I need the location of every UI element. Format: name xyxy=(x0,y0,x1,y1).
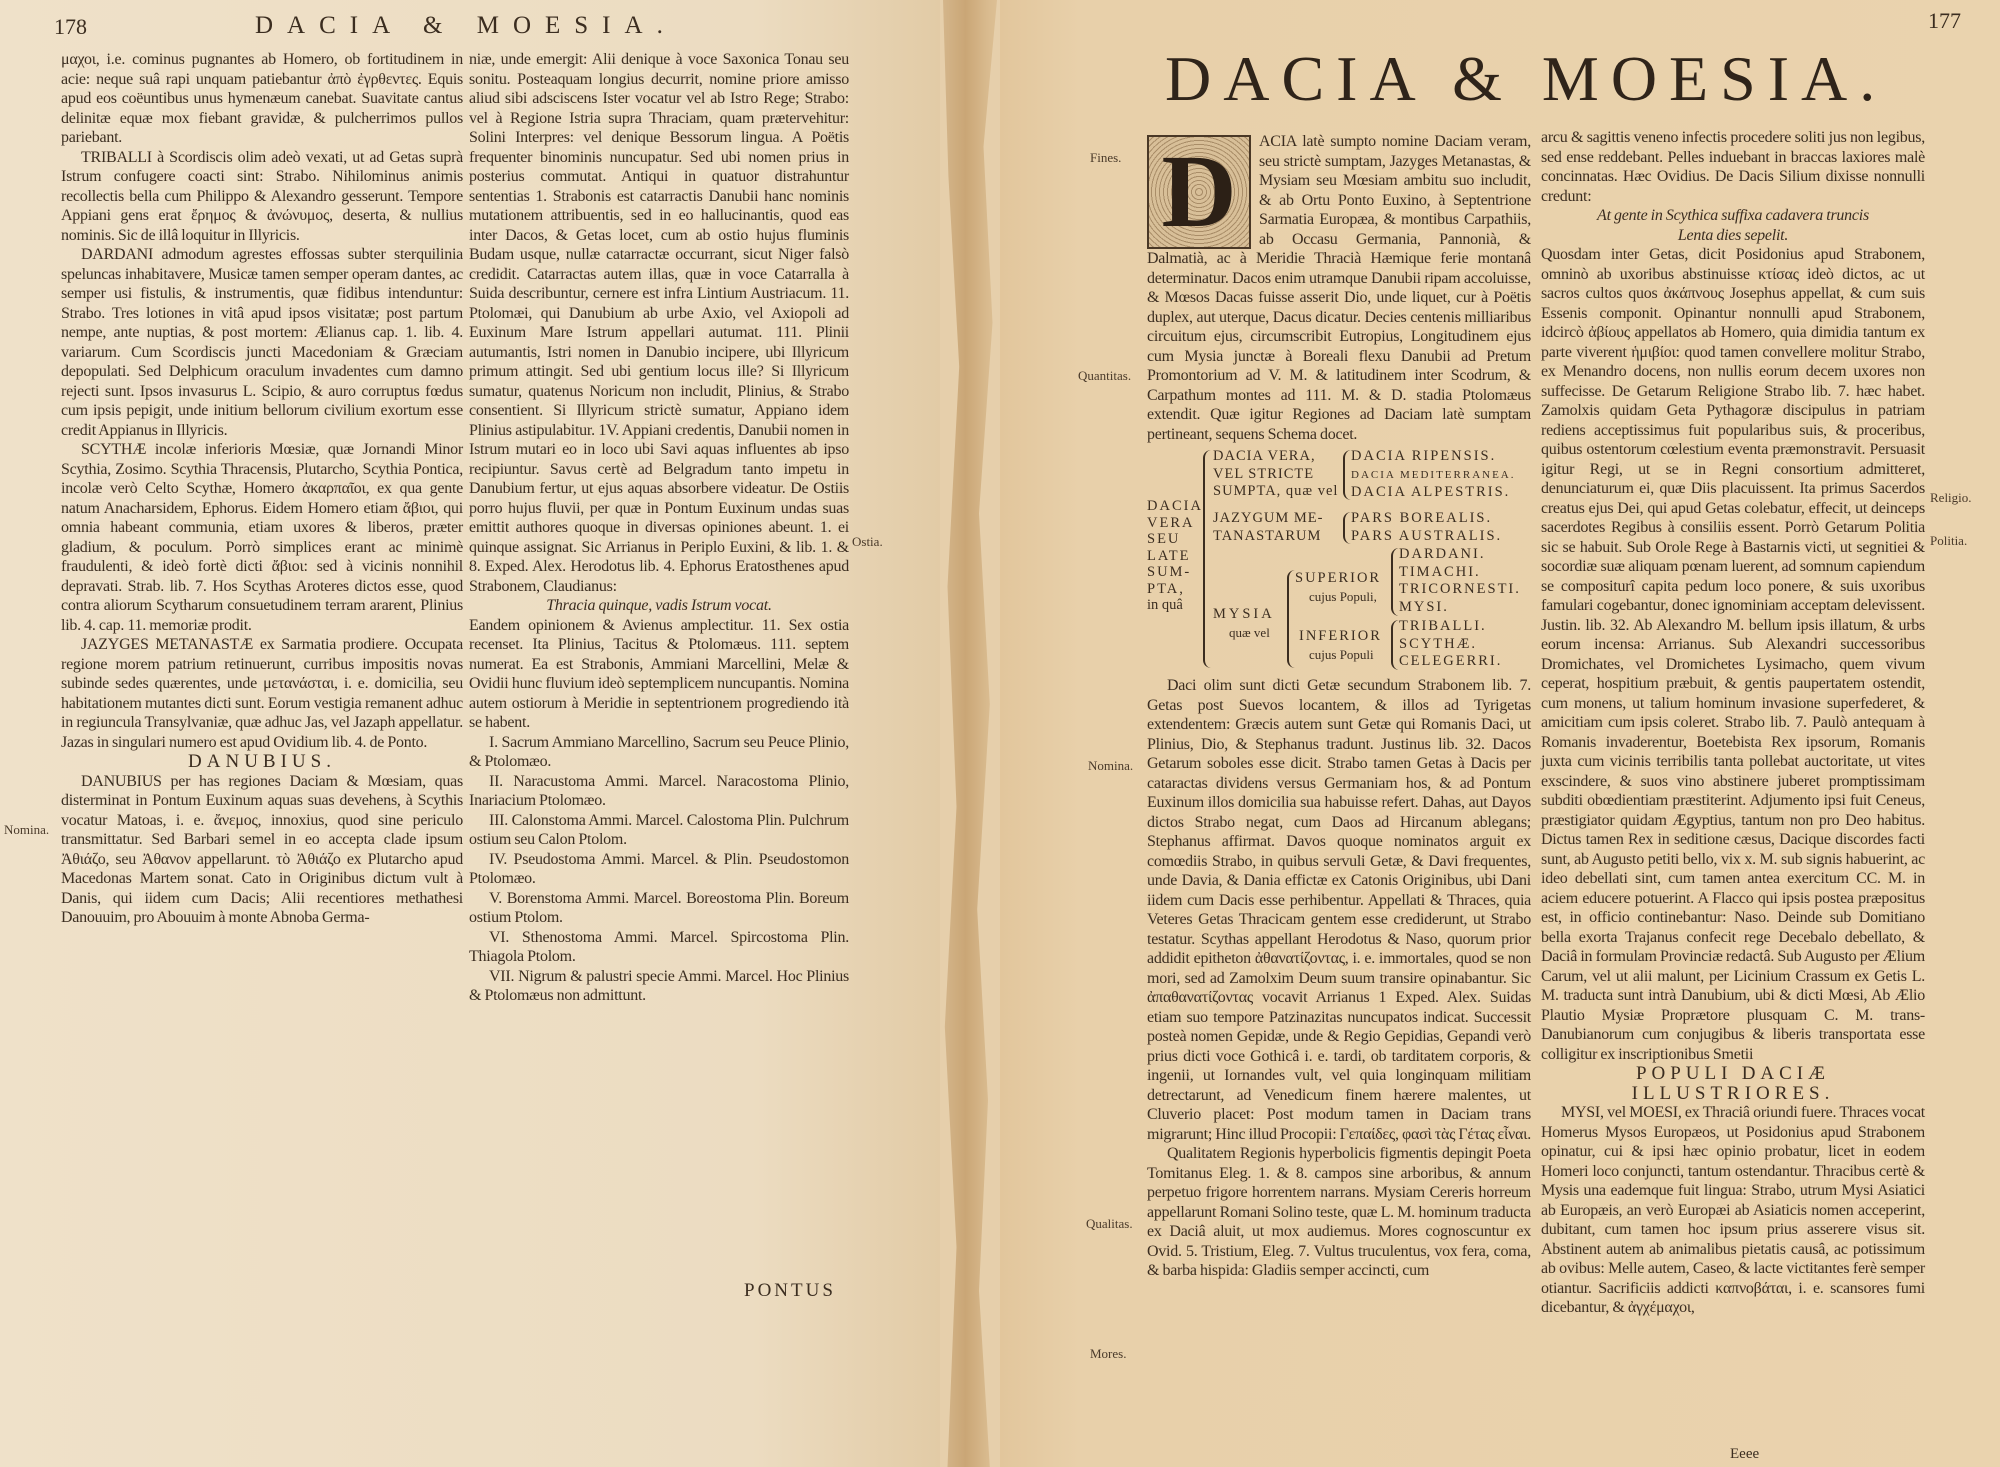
paragraph: niæ, unde emergit: Alii denique à voce Saxonica Tonau seu sonitu. Posteaquam longius decurrit, nomine priore amisso aliud sibi adsciscens Ister vocatur vel ab Istro Rege; Strabo: vel à Regione Istria supra Thraciam, quam prætervehitur: Solini Interpres: vel denique Bessorum lingua. A Poëtis frequenter binominis nuncupatur. Sed ubi nomen prius in posterius commutat. Antiqui in quatuor distrahuntur sententias 1. Strabonis est catarractis Danubii hanc nominis mutationem attribuentis, sed in eo hallucinantis, quod eas inter Dacos, & Getas locet, cum ab ostio hujus fluminis Budam usque, nullæ catarractæ occurrant, sicut Niger falsò credidit. Catarractas autem illas, quæ in voce Catarralla à Suida describuntur, cernere est infra Lintium Austriacum. 11. Ptolomæi, qui Danubium ab urbe Axio, vel Axiopoli ad Euxinum Mare Istrum appellari autumat. 111. Plinii autumantis, Istri nomen in Danubio incipere, ubi Illyricum primum attingit. Sed ubi gentium locus ille? Si Illyricum sumatur, quatenus Noricum non includit, Plinius, & Strabo consentient. Si Illyricum strictè sumatur, Appiano idem Plinius astipulabitur. 1V. Appiani credentis, Danubii nomen in Istrum mutari eo in loco ubi Savi aquas influentes ab ipso recipiuntur. Savus certè ad Belgradum tanto impetu in Danubium fertur, ut ejus aquas absorbere videatur. De Ostiis porro hujus fluvii, per quæ in Pontum Euxinum undas suas emittit authores quoque in diversas opiniones abeunt. 1. ei quinque assignat. Sic Arrianus in Periplo Euxini, & lib. 1. & 8. Exped. Alex. Herodotus lib. 4. Ephorus Eratosthenes apud Strabonem, Claudianus: xyxy=(469,51,849,595)
paragraph-dardani: DARDANI admodum agrestes effossas subter sterquilinia speluncas inhabitavere, Musicæ tamen semper operam dantes, ac semper usi fistulis, & instrumentis, quæ fidibus intenduntur: Strabo. Tres lotiones in vitâ apud ipsos visitatæ; post partum nempe, ante nuptias, & post mortem: Ælianus cap. 1. lib. 4. variarum. Cum Scordiscis juncti Macedoniam & Græciam depopulati. Sed Delphicum oraculum invadentes cum damno rejecti sunt. Ipsos invasurus L. Scipio, & auro corruptus fœdus cum ipsis pepigit, unde initium bellorum civilium exortum esse credit Appianus in Illyricis. xyxy=(61,246,463,439)
margin-note-fines: Fines. xyxy=(1090,150,1122,165)
margin-note-ostia: Ostia. xyxy=(852,534,883,549)
paragraph-religio-politia: Quosdam inter Getas, dicit Posidonius apud Strabonem, omninò ab uxoribus abstinuisse κτίσας ideò dictos, ac ut sacros cultos quos ἀκάπνους Josephus appellat, & cum suis Essenis componit. Opinantur nonnulli apud Strabonem, idcircò ἀβίους appellatos ab Homero, quia dimidia tantum ex parte viverent ἡμιβίοι: quod tamen convellere molitur Strabo, ex Menandro docens, non nullis eorum decem uxores non suffecisse. De Getarum Religione Strabo lib. 7. hæc habet. Zamolxis quidam Geta Pythagoræ discipulus in patriam rediens acceptissimus fuit popularibus suis, & proceribus, quibus ostentorum cœlestium eventa præmonstravit. Persuasit igitur Regi, ut se in Regni consortium admitteret, denunciaturum ei, quæ Diis placuissent. Ita primus Sacerdos creatus ejus Dei, qui apud Getas colebatur, effecit, ut deinceps sacerdotes Regibus à consiliis essent. Porrò Getarum Politia sic se habuit. Sub Orole Rege à Bastarnis victi, ut segnitiei & socordiæ suæ aliquam pœnam luerent, ad somnum capiendum se compositurî capita pedum loco ponere, & suis uxoribus famulari cogebantur, donec ignominiam acceptam delevissent. Justin. lib. 32. Ab Alexandro M. bellum ipsis illatum, & urbs eorum incensa: Arrianus. Sub Alexandri successoribus Dromichates, vel Dromichetes Lysimacho, quem vivum ceperat, hospitium præbuit, & gentis paupertatem ostendit, cum monens, ut talium hominum invasione superfederet, & amicitiam cum ipsis coleret. Strabo lib. 7. Paulò antequam à Romanis invaderentur, Boetebista Rex ipsorum, Romanis juxta cum vicinis terribilis tanta pollebat auctoritate, ut vites exscindere, & suos vino abstinere juberet promptissimam subditi obœdientiam præstiterint. Adjumento ipsi fuit Ceneus, præstigiator quidam Ægyptius, tantum non pro Deo habitus. Dictus tamen Rex in seditione cæsus, Dacique discordes facti sunt, ab Augusto petiti bello, vix x. M. sub signis habuerint, ac ideo debellati sint, cum tamen antea exercitum CC. M. in aciem educere potuerint. A Flacco qui ipsis postea præpositus est, in officio continebantur: Naso. Deinde sub Domitiano bella exorta Trajanus confecit rege Decebalo debellato, & Daciâ in formulam Provinciæ redactâ. Sub Augusto per Ælium Carum, vel ut alii malunt, per Licinium Crassum ex Getis L. M. traducta sunt intrà Danubium, ubi & dicti Mœsi, Ab Ælio Plautio Mysiæ Proprætore plusquam C. M. trans-Danubianorum cum conjugibus & liberis transportata esse colligitur ex inscriptionibus Smetii xyxy=(1541,246,1925,1063)
page-title: DACIA & MOESIA. xyxy=(1165,43,1888,114)
left-column-2 xyxy=(469,50,849,1006)
schema-superior-peoples: DARDANI. TIMACHI. TRICORNESTI. MYSI. xyxy=(1399,546,1521,615)
schema-jazygum: JAZYGUM ME- TANASTARUM xyxy=(1213,510,1324,544)
brace xyxy=(1391,548,1399,616)
section-heading-populi: POPULI DACIÆ ILLUSTRIORES. xyxy=(1631,1063,1835,1104)
left-column-1 xyxy=(61,50,463,928)
schema-mysia: MYSIA quæ vel xyxy=(1213,606,1275,640)
page-number-right: 177 xyxy=(1928,8,1961,33)
paragraph: μαχοι, i.e. cominus pugnantes ab Homero, ob fortitudinem in acie: neque suâ rapi unquam patiebantur ἀπὸ ἐγρθεντες. Equis apud eos coëuntibus unus hymenæum canebat. Suavitate cantus delinitæ equæ mox fiebant gravidæ, & pulcherrimos pullos pariebant. xyxy=(61,51,463,146)
section-heading-danubius: DANUBIUS. xyxy=(188,751,336,772)
right-column-1 xyxy=(1147,132,1531,1281)
paragraph-scythae: SCYTHÆ incolæ inferioris Mœsiæ, quæ Jornandi Minor Scythia, Zosimo. Scythia Thracensis, Plutarcho, Scythia Pontica, incolæ verò Celto Scythæ, Homero ἀκαρπαῖοι, ex qua gente natum Anacharsidem, Ephorus. Eidem Homero etiam ἄβιοι, qui omnia habeant communia, etiam uxores & liberos, præter gladium, & poculum. Porrò simplices erant ac minimè fraudulenti, & ideò fortè dicti ἄβιοι: sed à vicinis nonnihil depravati. Strab. lib. 7. Hos Scythas Aroteres dictos esse, quod contra aliorum Scytharum consuetudinem terram ararent, Plinius lib. 4. cap. 11. memoriæ prodit. xyxy=(61,441,463,634)
list-item: IV. Pseudostoma Ammi. Marcel. & Plin. Pseudostomon Ptolomæo. xyxy=(469,850,849,887)
paragraph-triballi: TRIBALLI à Scordiscis olim adeò vexati, ut ad Getas suprà Istrum confugere coacti sint: Strabo. Nihilominus animis recollectis bella cum Philippo & Alexandro gesserunt. Tempore Appiani gens erat ἔρημος & ἀνώνυμος, deserta, & nullius nominis. Sic de illâ loquitur in Illyricis. xyxy=(61,148,463,244)
brace xyxy=(1203,450,1211,668)
brace xyxy=(1287,570,1295,668)
margin-note-politia: Politia. xyxy=(1930,533,1968,548)
list-item: III. Calonstoma Ammi. Marcel. Calostoma Plin. Pulchrum ostium seu Calon Ptolom. xyxy=(469,811,849,848)
paragraph-danubius: DANUBIUS per has regiones Daciam & Mœsiam, quas disterminat in Pontum Euxinum aquas suas devehens, à Scythis vocatur Matoas, i. e. ἄνεμος, innoxius, quod sine periculo transmittatur. Sed Barbari semel in eo accepta clade ipsum Ἀθιάζο, seu Ἀθανον appellarunt. τὸ Ἀθιάζο ex Plutarcho apud Macedonas Martem sonat. Cato in Originibus dictum vult à Danis, qui iidem cum Dacis; Alii recentiores methathesi Danouuim, pro Abouuim à monte Abnoba Germa- xyxy=(61,772,463,926)
brace xyxy=(1391,620,1399,670)
margin-note-mores: Mores. xyxy=(1090,1346,1127,1361)
paragraph: arcu & sagittis veneno infectis procedere soliti jus non legibus, sed ense reddebant. Pelles induebant in braccas laxiores malè concinnatas. Hæc Ovidius. De Dacis Silium dixisse nonnulli credunt: xyxy=(1541,129,1925,205)
margin-note-qualitas: Qualitas. xyxy=(1086,1216,1133,1231)
paragraph-mysi: MYSI, vel MOESI, ex Thraciâ oriundi fuere. Thraces vocat Homerus Mysos Europæos, ut Posidonius apud Strabonem opinatur, cui & ipsi hæc opinio probatur, licet in eodem Homeri loco conjuncti, tantum ostendantur. Thracibus certè & Mysis una eademque fuit lingua: Strabo, utrum Mysi Asiatici ab Europæis, an verò Europæi ab Asiaticis nomen acceperint, dubitant, cum tamen hoc ipsum prius asserere visus sit. Abstinent autem ab animalibus pietatis causâ, ac potissimum ab ovibus: Melle autem, Caseo, & lacte victitantes ferè semper otiantur. Sacrificiis addicti καπνοβάται, i. e. scansores fumi dicebantur, & ἀγχέμαχοι, xyxy=(1541,1104,1925,1316)
paragraph-nomina: Daci olim sunt dicti Getæ secundum Strabonem lib. 7. Getas post Suevos locantem, & illos ad Tyrigetas extendentem: Græcis autem sunt Getæ qui Romanis Daci, ut Plinius, Dio, & Stephanus tradunt. Justinus lib. 32. Dacos Getarum soboles esse dicit. Strabo tamen Getas à Dacis per cataractas dividens versus Germaniam hos, & ad Pontum Euxinum illos domicilia sua habuisse refert. Dahas, aut Dayos dictos Strabo negat, cum Daos ad Hircanum ablegans; Stephanus affirmat. Davos quoque nominatos arguit ex comœdiis Strabo, in quibus servuli Getæ, & Davi frequentes, unde Davia, & Dania effictæ ex Catonis Originibus, ubi Dani iidem cum Dacis esse perhibentur. Appellati & Thraces, quia Veteres Getas Thracicam gentem esse crediderunt, ut Strabo testatur. Scythas appellant Herodotus & Naso, quorum prior addidit epitheton ἀθανατίζοντας, i. e. immortales, quod se non mori, sed ad Zamolxim Deum suum transire opinabantur. Sic ἀπαθανατίζοντας vocavit Arrianus 1 Exped. Alex. Suidas etiam suo tempore Patzinazitas nuncupatos indicat. Successit posteà nomen Gepidæ, unde & Regio Gepidias, Gepandi verò prius dicti voce Gothicâ i. e. tardi, ob tarditatem corporis, & ingenii, ut Iornandes vult, vel quia longinquam militiam detrectarunt, ad Venedicum finem hærere malentes, ut Cluverio placet: Post modum tamen in Daciam trans migrarunt; Hinc illud Procopii: Γεπαίδες, φασὶ τὰς Γέτας εἶναι. xyxy=(1147,677,1531,1143)
margin-note-nomina-right: Nomina. xyxy=(1088,758,1134,773)
paragraph-qualitas: Qualitatem Regionis hyperbolicis figmentis depingit Poeta Tomitanus Eleg. 1. & 8. campos sine arboribus, & annum perpetuo frigore horrentem narrans. Mysiam Cereris horreum appellarunt Romani Solino teste, quæ L. M. hominum traducta ex Daciâ aluit, ut mox audiemus. Mores cognoscuntur ex Ovid. 5. Tristium, Eleg. 7. Vultus truculentus, vox fera, coma, & barba hispida: Gladiis semper accincti, cum xyxy=(1147,1145,1531,1279)
paragraph-fines: ACIA latè sumpto nomine Daciam veram, seu strictè sumptam, Jazyges Metanastas, & Mysiam seu Mœsiam ambitu suo includit, & ab Ortu Ponto Euxino, à Septentrione Sarmatia Europæa, & montibus Carpathiis, ab Occasu Germania, Pannonià, & Dalmatià, ac à Meridie Thracià Hæmique ferie montanâ determinatur. Dacos enim utramque Danubii ripam accoluisse, & Mœsos Dacas fuisse asserit Dio, unde liquet, cur à Poëtis duplex, aut uterque, Dacus dicatur. Decies centenis milliaribus circuitum ejus, circumscribit Eutropius, Longitudinem ejus cum Mysia junctæ à Boreali flexu Danubii ad Pretum Promontorium ad V. M. & latitudinem inter Scodrum, & Carpathum montes ad 111. M. & D. stadia Ptolomæus extendit. Quæ igitur Regiones ad Daciam latè sumptam pertineant, sequens Schema docet. xyxy=(1147,133,1531,443)
page-number-left: 178 xyxy=(54,14,87,39)
decorated-initial: D xyxy=(1147,135,1251,249)
verse-quote: Thracia quinque, vadis Istrum vocat. xyxy=(546,597,772,614)
paragraph: Eandem opinionem & Avienus amplectitur. 11. Sex ostia recenset. Ita Plinius, Tacitus & Ptolomæus. 111. septem numerat. Ea est Strabonis, Ammiani Marcellini, Melæ & Ovidii hunc fluvium ideò septemplicem nuncupantis. Nomina autem ostiorum à Meridie in septentrionem progrediendo ità se habent. xyxy=(469,616,849,731)
schema-inferior-peoples: TRIBALLI. SCYTHÆ. CELEGERRI. xyxy=(1399,618,1503,669)
paragraph-jazyges: JAZYGES METANASTÆ ex Sarmatia prodiere. Occupata regione morem patrium retinuerunt, curribus impositis novas subinde sedes quærentes, unde μετανάσται, i. e. domicilia, seu habitationem mutantes dicti sunt. Eorum vestigia remanent adhuc in regiuncula Transylvaniæ, quæ adhuc Jas, vel Jazaph appellatur. Jazas in singulari numero est apud Ovidium lib. 4. de Ponto. xyxy=(61,636,463,751)
margin-note-nomina-left: Nomina. xyxy=(4,822,50,837)
brace xyxy=(1343,450,1351,500)
margin-note-quantitas: Quantitas. xyxy=(1078,368,1132,383)
schema-inferior: INFERIOR cujus Populi xyxy=(1299,628,1382,662)
list-item: VI. Sthenostoma Ammi. Marcel. Spircostoma Plin. Thiagola Ptolom. xyxy=(469,928,849,965)
schema-superior: SUPERIOR cujus Populi, xyxy=(1295,570,1382,604)
verse-quote: At gente in Scythica suffixa cadavera truncis xyxy=(1597,207,1869,224)
catchword: Eeee xyxy=(1730,1446,1760,1462)
list-item: V. Borenstoma Ammi. Marcel. Boreostoma Plin. Boreum ostium Ptolom. xyxy=(469,889,849,926)
verse-quote: Lenta dies sepelit. xyxy=(1677,226,1789,244)
margin-note-religio: Religio. xyxy=(1930,490,1972,505)
running-head: DACIA & MOESIA. xyxy=(255,12,677,39)
schema-dacia-vera: DACIA VERA, VEL STRICTE SUMPTA, quæ vel xyxy=(1213,448,1339,499)
schema-dacia-vera-parts: DACIA RIPENSIS. DACIA MEDITERRANEA. DACIA ALPESTRIS. xyxy=(1351,448,1516,500)
brace xyxy=(1343,512,1351,544)
list-item: I. Sacrum Ammiano Marcellino, Sacrum seu Peuce Plinio, & Ptolomæo. xyxy=(469,733,849,770)
regions-schema xyxy=(1147,448,1531,670)
list-item: VII. Nigrum & palustri specie Ammi. Marcel. Hoc Plinius & Ptolomæus non admittunt. xyxy=(469,967,849,1004)
schema-jazygum-parts: PARS BOREALIS. PARS AUSTRALIS. xyxy=(1351,510,1503,544)
schema-root: DACIA VERA SEU LATE SUM- PTA, in quâ xyxy=(1147,498,1203,613)
ostia-list xyxy=(469,733,849,1006)
right-column-2 xyxy=(1541,128,1925,1318)
list-item: II. Naracustoma Ammi. Marcel. Naracostoma Plinio, Inariacium Ptolomæo. xyxy=(469,772,849,809)
map-label-pontus: PONTUS xyxy=(744,1280,836,1301)
